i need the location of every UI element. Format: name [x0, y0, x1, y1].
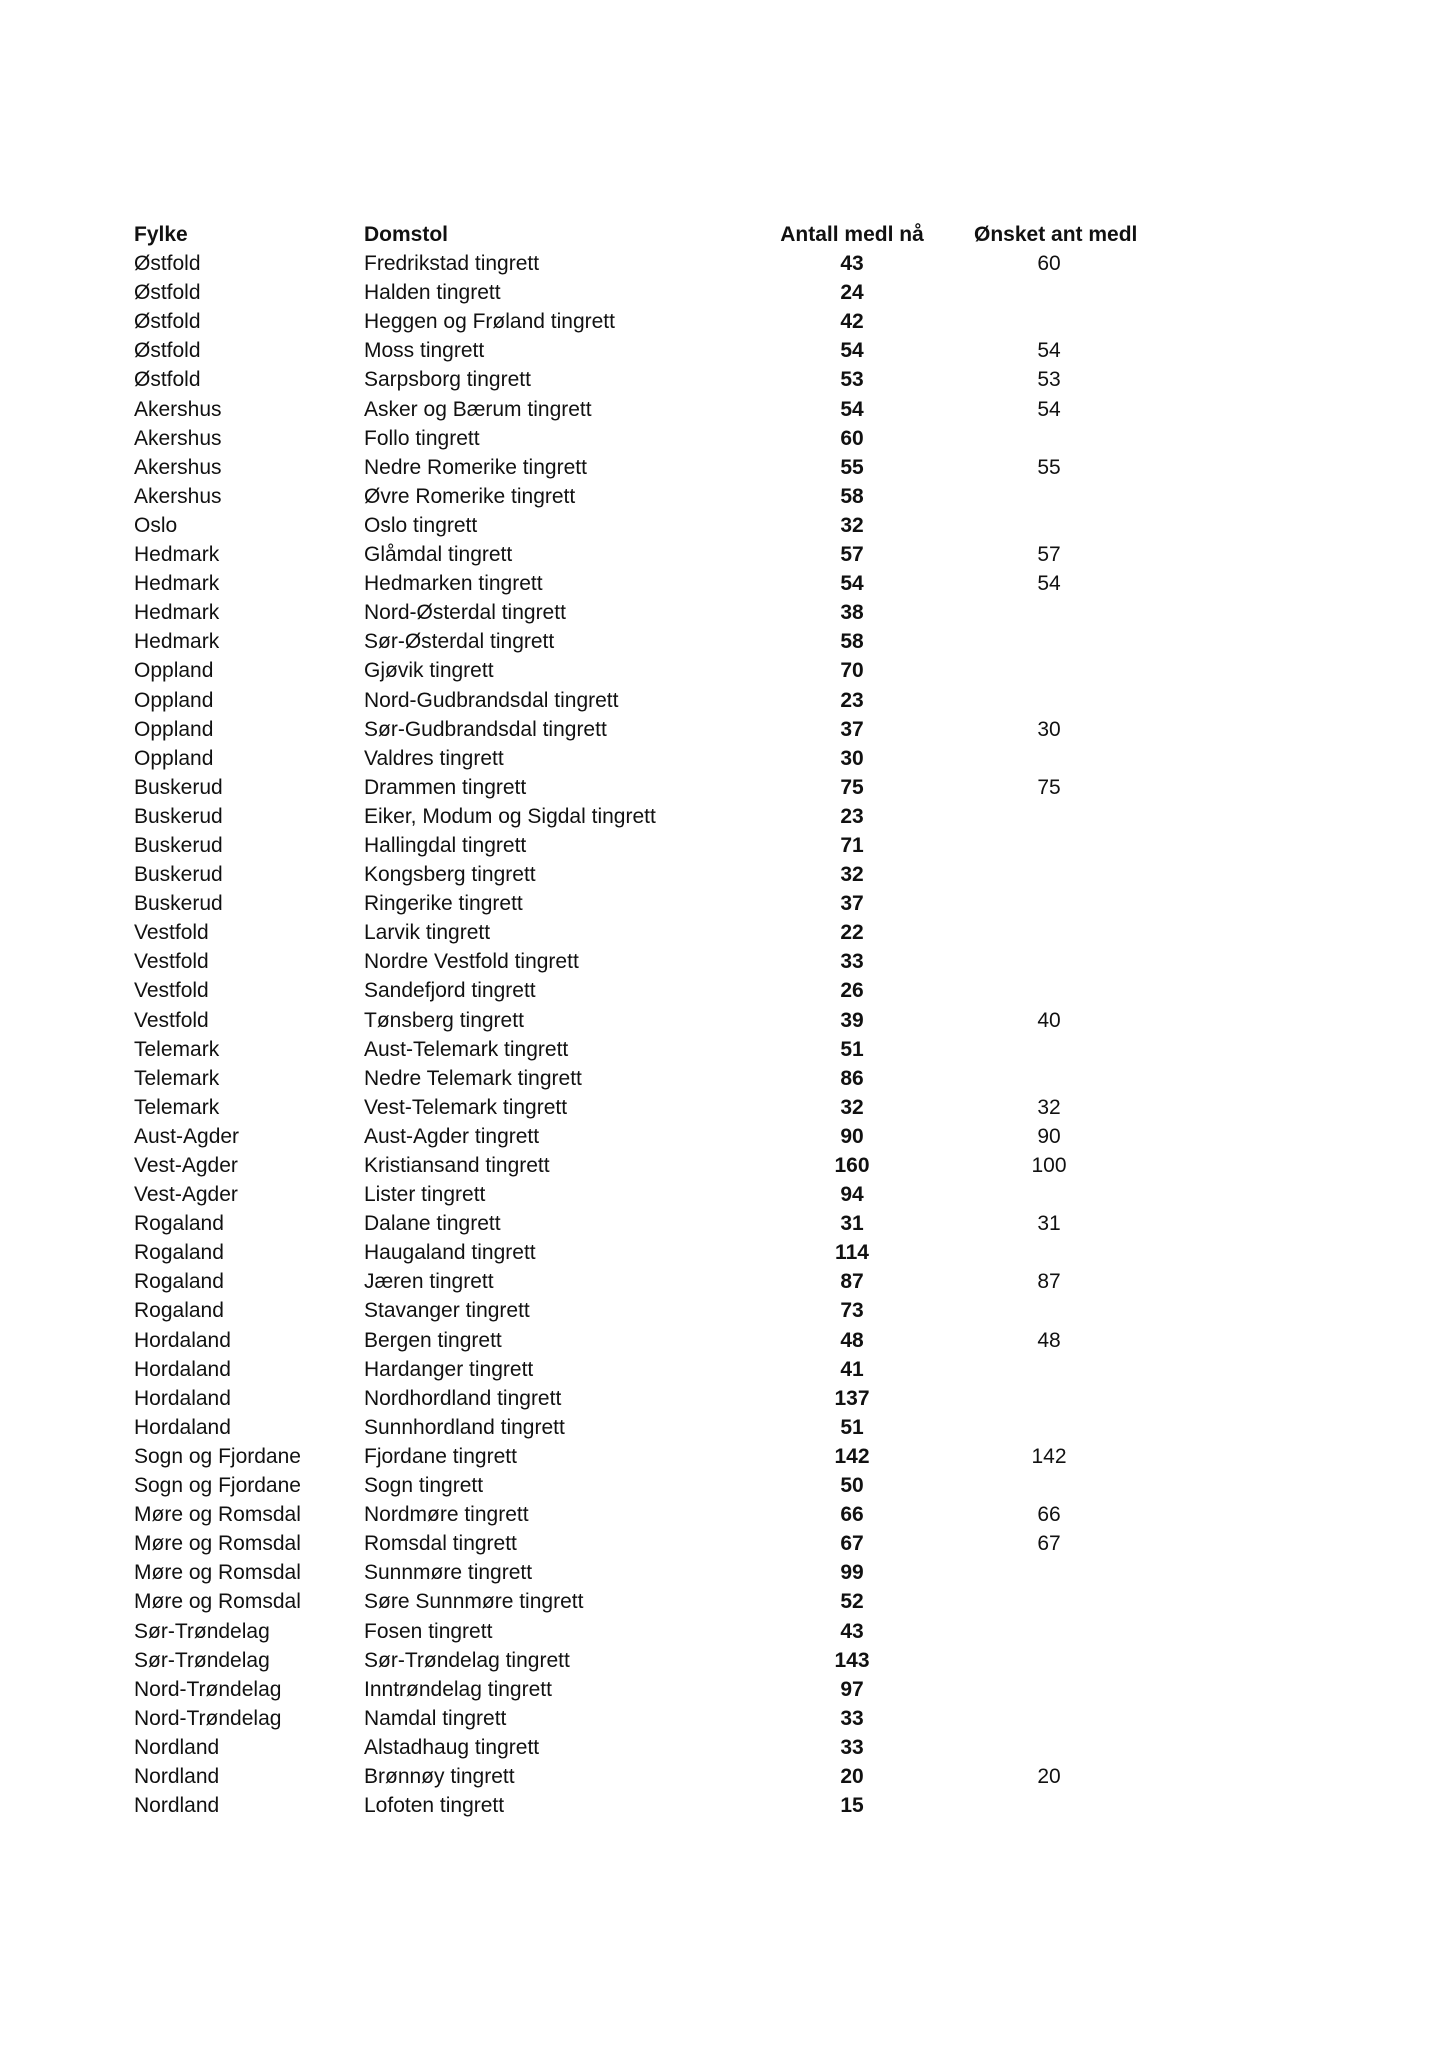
cell-domstol: Hedmarken tingrett [364, 572, 543, 596]
cell-domstol: Jæren tingrett [364, 1270, 494, 1294]
cell-antall: 97 [840, 1677, 864, 1701]
cell-antall: 23 [840, 688, 864, 712]
cell-domstol: Søre Sunnmøre tingrett [364, 1590, 584, 1614]
cell-antall: 33 [840, 1735, 864, 1759]
cell-fylke: Telemark [134, 1095, 220, 1119]
header-antall: Antall medl nå [780, 223, 924, 246]
table-row [134, 947, 1134, 976]
cell-antall: 75 [840, 775, 864, 799]
cell-fylke: Oslo [134, 513, 178, 537]
cell-antall: 43 [840, 1619, 864, 1643]
cell-domstol: Hardanger tingrett [364, 1357, 534, 1381]
cell-fylke: Buskerud [134, 804, 223, 828]
table-row [134, 1675, 1134, 1704]
cell-onsket: 90 [1037, 1124, 1061, 1148]
cell-fylke: Buskerud [134, 863, 223, 887]
table-row [134, 278, 1134, 307]
cell-antall: 51 [840, 1037, 864, 1061]
cell-antall: 73 [840, 1299, 864, 1323]
cell-domstol: Lofoten tingrett [364, 1794, 505, 1818]
cell-antall: 54 [840, 572, 864, 596]
cell-antall: 38 [840, 601, 864, 625]
table-body [134, 249, 1134, 1820]
cell-fylke: Aust-Agder [134, 1124, 240, 1148]
cell-domstol: Sør-Østerdal tingrett [364, 630, 555, 654]
cell-domstol: Nord-Gudbrandsdal tingrett [364, 688, 619, 712]
table-row [134, 656, 1134, 685]
cell-antall: 42 [840, 310, 864, 334]
table-row [134, 831, 1134, 860]
cell-antall: 54 [840, 397, 864, 421]
cell-onsket: 57 [1037, 543, 1061, 567]
cell-domstol: Halden tingrett [364, 281, 501, 305]
cell-fylke: Møre og Romsdal [134, 1503, 301, 1527]
table-row [134, 1762, 1134, 1791]
table-row [134, 1529, 1134, 1558]
cell-onsket: 32 [1037, 1095, 1061, 1119]
cell-domstol: Nordre Vestfold tingrett [364, 950, 579, 974]
table-row [134, 453, 1134, 482]
cell-antall: 32 [840, 863, 864, 887]
cell-fylke: Buskerud [134, 892, 223, 916]
cell-domstol: Sunnhordland tingrett [364, 1415, 565, 1439]
cell-onsket: 54 [1037, 339, 1061, 363]
cell-fylke: Sogn og Fjordane [134, 1444, 301, 1468]
cell-antall: 33 [840, 1706, 864, 1730]
cell-domstol: Sunnmøre tingrett [364, 1561, 533, 1585]
cell-antall: 58 [840, 630, 864, 654]
cell-onsket: 54 [1037, 397, 1061, 421]
cell-antall: 20 [840, 1764, 864, 1788]
table-row [134, 1471, 1134, 1500]
cell-domstol: Asker og Bærum tingrett [364, 397, 592, 421]
cell-fylke: Nordland [134, 1735, 220, 1759]
cell-onsket: 48 [1037, 1328, 1061, 1352]
cell-antall: 87 [840, 1270, 864, 1294]
cell-fylke: Sør-Trøndelag [134, 1619, 270, 1643]
cell-fylke: Vestfold [134, 950, 209, 974]
cell-antall: 53 [840, 368, 864, 392]
cell-domstol: Stavanger tingrett [364, 1299, 530, 1323]
cell-domstol: Aust-Telemark tingrett [364, 1037, 569, 1061]
table-row [134, 1093, 1134, 1122]
table-row [134, 1442, 1134, 1471]
cell-domstol: Alstadhaug tingrett [364, 1735, 540, 1759]
cell-antall: 37 [840, 717, 864, 741]
cell-fylke: Møre og Romsdal [134, 1590, 301, 1614]
header-onsket: Ønsket ant medl [974, 223, 1138, 246]
cell-onsket: 31 [1037, 1212, 1061, 1236]
cell-domstol: Ringerike tingrett [364, 892, 523, 916]
cell-fylke: Hordaland [134, 1357, 231, 1381]
cell-fylke: Hedmark [134, 543, 220, 567]
cell-domstol: Sør-Trøndelag tingrett [364, 1648, 570, 1672]
cell-domstol: Fosen tingrett [364, 1619, 493, 1643]
table-row [134, 773, 1134, 802]
table-row [134, 1326, 1134, 1355]
cell-antall: 39 [840, 1008, 864, 1032]
cell-antall: 55 [840, 455, 864, 479]
table-row [134, 336, 1134, 365]
cell-domstol: Sarpsborg tingrett [364, 368, 531, 392]
cell-antall: 60 [840, 426, 864, 450]
table-row [134, 889, 1134, 918]
table-row [134, 744, 1134, 773]
cell-fylke: Rogaland [134, 1299, 224, 1323]
table-row [134, 715, 1134, 744]
court-table [134, 220, 1138, 1820]
cell-antall: 43 [840, 252, 864, 276]
table-row [134, 540, 1134, 569]
cell-domstol: Valdres tingrett [364, 746, 504, 770]
cell-onsket: 40 [1037, 1008, 1061, 1032]
cell-domstol: Kristiansand tingrett [364, 1154, 550, 1177]
cell-antall: 160 [834, 1154, 870, 1177]
cell-fylke: Akershus [134, 484, 222, 508]
cell-antall: 58 [840, 484, 864, 508]
cell-fylke: Rogaland [134, 1212, 224, 1236]
cell-fylke: Østfold [134, 252, 201, 276]
cell-domstol: Nordmøre tingrett [364, 1503, 529, 1527]
cell-fylke: Østfold [134, 281, 201, 305]
cell-antall: 70 [840, 659, 864, 683]
cell-antall: 31 [840, 1212, 864, 1236]
cell-domstol: Vest-Telemark tingrett [364, 1095, 568, 1119]
cell-domstol: Hallingdal tingrett [364, 833, 527, 857]
cell-onsket: 20 [1037, 1764, 1061, 1788]
cell-antall: 57 [840, 543, 864, 567]
cell-fylke: Oppland [134, 688, 214, 712]
cell-fylke: Oppland [134, 746, 214, 770]
cell-antall: 94 [840, 1183, 864, 1207]
cell-onsket: 30 [1037, 717, 1061, 741]
cell-fylke: Rogaland [134, 1241, 224, 1265]
cell-onsket: 100 [1031, 1154, 1067, 1177]
cell-domstol: Aust-Agder tingrett [364, 1124, 540, 1148]
table-row [134, 249, 1134, 278]
cell-onsket: 55 [1037, 455, 1061, 479]
cell-fylke: Østfold [134, 368, 201, 392]
table-row [134, 1733, 1134, 1762]
table-row [134, 627, 1134, 656]
cell-fylke: Hordaland [134, 1328, 231, 1352]
cell-antall: 54 [840, 339, 864, 363]
cell-antall: 51 [840, 1415, 864, 1439]
table-row [134, 1704, 1134, 1733]
table-row [134, 1617, 1134, 1646]
cell-fylke: Buskerud [134, 833, 223, 857]
cell-onsket: 67 [1037, 1532, 1061, 1556]
cell-domstol: Fredrikstad tingrett [364, 252, 540, 276]
cell-fylke: Østfold [134, 339, 201, 363]
cell-antall: 90 [840, 1124, 864, 1148]
cell-fylke: Nordland [134, 1794, 220, 1818]
cell-fylke: Vest-Agder [134, 1183, 238, 1207]
table-row [134, 1791, 1134, 1820]
cell-fylke: Nordland [134, 1764, 220, 1788]
cell-fylke: Vest-Agder [134, 1154, 238, 1177]
table-row [134, 307, 1134, 336]
table-row [134, 1384, 1134, 1413]
cell-domstol: Sør-Gudbrandsdal tingrett [364, 717, 607, 741]
table-row [134, 1413, 1134, 1442]
cell-domstol: Larvik tingrett [364, 921, 491, 945]
table-row [134, 1587, 1134, 1616]
cell-antall: 15 [840, 1794, 864, 1818]
table-row [134, 1296, 1134, 1325]
cell-onsket: 75 [1037, 775, 1061, 799]
cell-domstol: Bergen tingrett [364, 1328, 502, 1352]
table-row [134, 686, 1134, 715]
cell-fylke: Oppland [134, 659, 214, 683]
cell-fylke: Sogn og Fjordane [134, 1474, 301, 1498]
cell-onsket: 53 [1037, 368, 1061, 392]
cell-antall: 143 [834, 1648, 870, 1672]
cell-domstol: Brønnøy tingrett [364, 1764, 515, 1788]
cell-antall: 32 [840, 513, 864, 537]
cell-fylke: Telemark [134, 1037, 220, 1061]
cell-domstol: Haugaland tingrett [364, 1241, 536, 1265]
cell-domstol: Øvre Romerike tingrett [364, 484, 576, 508]
cell-antall: 86 [840, 1066, 864, 1090]
table-header-row [134, 220, 1138, 249]
table-row [134, 918, 1134, 947]
cell-antall: 37 [840, 892, 864, 916]
table-row [134, 1355, 1134, 1384]
cell-onsket: 60 [1037, 252, 1061, 276]
cell-fylke: Vestfold [134, 921, 209, 945]
cell-domstol: Sandefjord tingrett [364, 979, 536, 1003]
table-row [134, 1238, 1134, 1267]
cell-fylke: Sør-Trøndelag [134, 1648, 270, 1672]
table-row [134, 1180, 1134, 1209]
cell-fylke: Nord-Trøndelag [134, 1677, 282, 1701]
cell-domstol: Romsdal tingrett [364, 1532, 517, 1556]
cell-antall: 66 [840, 1503, 864, 1527]
cell-domstol: Fjordane tingrett [364, 1444, 517, 1468]
table-row [134, 1122, 1134, 1151]
table-row [134, 482, 1134, 511]
cell-fylke: Oppland [134, 717, 214, 741]
cell-fylke: Nord-Trøndelag [134, 1706, 282, 1730]
cell-antall: 24 [840, 281, 864, 305]
cell-antall: 99 [840, 1561, 864, 1585]
cell-fylke: Vestfold [134, 1008, 209, 1032]
cell-fylke: Hedmark [134, 630, 220, 654]
table-row [134, 1558, 1134, 1587]
cell-domstol: Nord-Østerdal tingrett [364, 601, 566, 625]
cell-antall: 48 [840, 1328, 864, 1352]
cell-antall: 52 [840, 1590, 864, 1614]
cell-fylke: Akershus [134, 397, 222, 421]
cell-fylke: Akershus [134, 426, 222, 450]
cell-domstol: Moss tingrett [364, 339, 485, 363]
cell-fylke: Akershus [134, 455, 222, 479]
cell-domstol: Nordhordland tingrett [364, 1386, 562, 1410]
table-row [134, 424, 1134, 453]
cell-onsket: 87 [1037, 1270, 1061, 1294]
table-row [134, 395, 1134, 424]
cell-domstol: Sogn tingrett [364, 1474, 484, 1498]
cell-antall: 67 [840, 1532, 864, 1556]
cell-fylke: Møre og Romsdal [134, 1561, 301, 1585]
table-row [134, 1209, 1134, 1238]
cell-domstol: Lister tingrett [364, 1183, 486, 1207]
cell-fylke: Hedmark [134, 601, 220, 625]
table-row [134, 860, 1134, 889]
cell-antall: 30 [840, 746, 864, 770]
cell-antall: 22 [840, 921, 864, 945]
cell-antall: 26 [840, 979, 864, 1003]
cell-onsket: 66 [1037, 1503, 1061, 1527]
cell-domstol: Gjøvik tingrett [364, 659, 494, 683]
cell-antall: 71 [840, 833, 864, 857]
table-row [134, 1267, 1134, 1296]
cell-domstol: Tønsberg tingrett [364, 1008, 524, 1032]
cell-domstol: Follo tingrett [364, 426, 480, 450]
table-row [134, 1006, 1134, 1035]
cell-fylke: Vestfold [134, 979, 209, 1003]
cell-antall: 142 [834, 1444, 870, 1468]
cell-antall: 137 [834, 1386, 870, 1410]
cell-antall: 41 [840, 1357, 864, 1381]
table-row [134, 569, 1134, 598]
cell-antall: 32 [840, 1095, 864, 1119]
cell-antall: 23 [840, 804, 864, 828]
table-row [134, 598, 1134, 627]
cell-fylke: Østfold [134, 310, 201, 334]
table-row [134, 802, 1134, 831]
cell-onsket: 54 [1037, 572, 1061, 596]
table-row [134, 976, 1134, 1005]
cell-domstol: Dalane tingrett [364, 1212, 501, 1236]
cell-fylke: Hordaland [134, 1386, 231, 1410]
table-row [134, 1646, 1134, 1675]
table-row [134, 1500, 1134, 1529]
cell-antall: 50 [840, 1474, 864, 1498]
cell-domstol: Oslo tingrett [364, 513, 478, 537]
cell-domstol: Eiker, Modum og Sigdal tingrett [364, 804, 656, 828]
cell-antall: 114 [835, 1241, 869, 1265]
cell-domstol: Inntrøndelag tingrett [364, 1677, 552, 1701]
cell-domstol: Nedre Telemark tingrett [364, 1066, 582, 1090]
cell-domstol: Kongsberg tingrett [364, 863, 536, 887]
cell-fylke: Møre og Romsdal [134, 1532, 301, 1556]
cell-domstol: Nedre Romerike tingrett [364, 455, 587, 479]
table-row [134, 1035, 1134, 1064]
header-fylke: Fylke [134, 223, 188, 246]
cell-antall: 33 [840, 950, 864, 974]
table-row [134, 1064, 1134, 1093]
cell-fylke: Hordaland [134, 1415, 231, 1439]
cell-onsket: 142 [1031, 1444, 1067, 1468]
cell-fylke: Buskerud [134, 775, 223, 799]
table-row [134, 511, 1134, 540]
cell-fylke: Telemark [134, 1066, 220, 1090]
cell-fylke: Rogaland [134, 1270, 224, 1294]
table-row [134, 1151, 1134, 1180]
cell-domstol: Glåmdal tingrett [364, 543, 513, 567]
table-row [134, 365, 1134, 394]
cell-domstol: Drammen tingrett [364, 775, 527, 799]
cell-domstol: Namdal tingrett [364, 1706, 507, 1730]
header-domstol: Domstol [364, 223, 448, 246]
cell-domstol: Heggen og Frøland tingrett [364, 310, 615, 334]
cell-fylke: Hedmark [134, 572, 220, 596]
